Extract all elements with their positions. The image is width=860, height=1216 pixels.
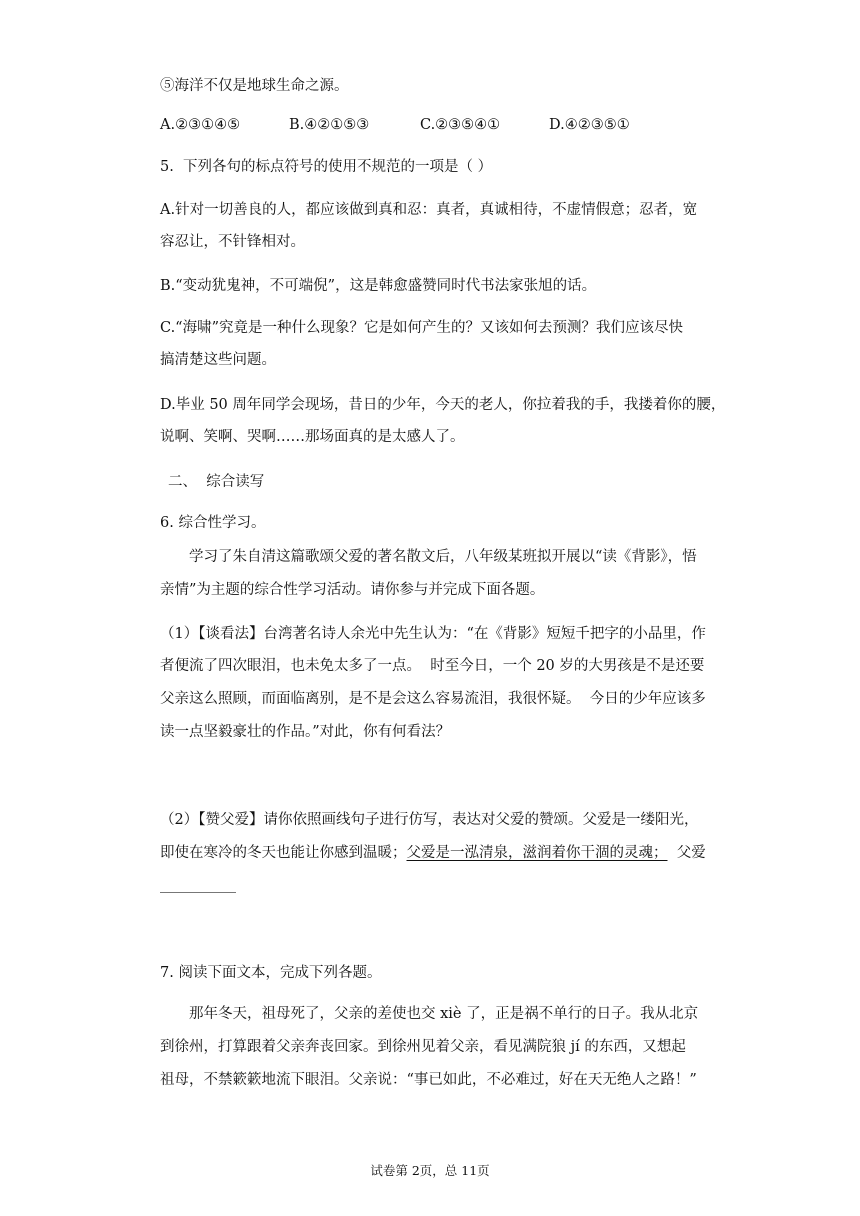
option-d-line1: D.毕业 50 周年同学会现场，昔日的少年，今天的老人，你拉着我的手，我搂着你的腰，: [160, 397, 726, 413]
option-c: C.②③⑤④①: [420, 117, 501, 133]
option-d-line2: 说啊、笑啊、哭啊……那场面真的是太感人了。: [160, 429, 465, 445]
option-c-line1: C.“海啸”究竟是一种什么现象？它是如何产生的？又该如何去预测？我们应该尽快: [160, 320, 684, 336]
paragraph-line: 学习了朱自清这篇歌颂父爱的著名散文后，八年级某班拟开展以“读《背影》，悟: [189, 549, 697, 565]
text-span: 即使在寒冷的冬天也能让你感到温暖；: [160, 845, 407, 861]
subquestion-1-line: 父亲这么照顾，而面临离别，是不是会这么容易流泪，我很怀疑。 今日的少年应该多: [160, 691, 706, 707]
option-a-line2: 容忍让，不针锋相对。: [160, 234, 305, 250]
underlined-sentence: 父爱是一泓清泉，滋润着你干涸的灵魂；: [406, 845, 668, 861]
question-7: 7. 阅读下面文本，完成下列各题。: [160, 965, 382, 981]
passage-line: 祖母，不禁簌簌地流下眼泪。父亲说：“事已如此，不必难过，好在天无绝人之路！”: [160, 1072, 697, 1088]
option-b: B.④②①⑤③: [289, 117, 370, 133]
page-footer: 试卷第 2页，总 11页: [370, 1163, 490, 1178]
section-heading: 二、 综合读写: [168, 474, 265, 490]
text-line: ⑤海洋不仅是地球生命之源。: [160, 78, 349, 94]
option-c-line2: 搞清楚这些问题。: [160, 352, 276, 368]
option-a-line1: A.针对一切善良的人，都应该做到真和忍：真者，真诚相待，不虚情假意；忍者，宽: [160, 202, 698, 218]
question-6: 6. 综合性学习。: [160, 515, 266, 531]
paragraph-line: 亲情”为主题的综合性学习活动。请你参与并完成下面各题。: [160, 582, 545, 598]
subquestion-1-line: 读一点坚毅豪壮的作品。”对此，你有何看法？: [160, 724, 451, 740]
subquestion-2-line: （2）【赞父爱】请你依照画线句子进行仿写，表达对父爱的赞颂。父爱是一缕阳光，: [160, 812, 699, 828]
subquestion-1-line: （1）【谈看法】台湾著名诗人余光中先生认为：“在《背影》短短千把字的小品里，作: [160, 626, 706, 642]
subquestion-1-line: 者便流了四次眼泪，也未免太多了一点。 时至今日，一个 20 岁的大男孩是不是还要: [160, 658, 705, 674]
question-5: 5. 下列各句的标点符号的使用不规范的一项是（ ）: [160, 159, 493, 175]
answer-blank[interactable]: [160, 892, 236, 893]
text-span: 父爱: [667, 845, 706, 861]
subquestion-2-line: [160, 843, 706, 863]
passage-line: 到徐州，打算跟着父亲奔丧回家。到徐州见着父亲，看见满院狼 jí 的东西，又想起: [160, 1039, 686, 1055]
option-b-line: B.“变动犹鬼神，不可端倪”，这是韩愈盛赞同时代书法家张旭的话。: [160, 278, 597, 294]
option-a: A.②③①④⑤: [160, 117, 241, 133]
passage-line: 那年冬天，祖母死了，父亲的差使也交 xiè 了，正是祸不单行的日子。我从北京: [189, 1006, 699, 1022]
option-d: D.④②③⑤①: [549, 117, 630, 133]
